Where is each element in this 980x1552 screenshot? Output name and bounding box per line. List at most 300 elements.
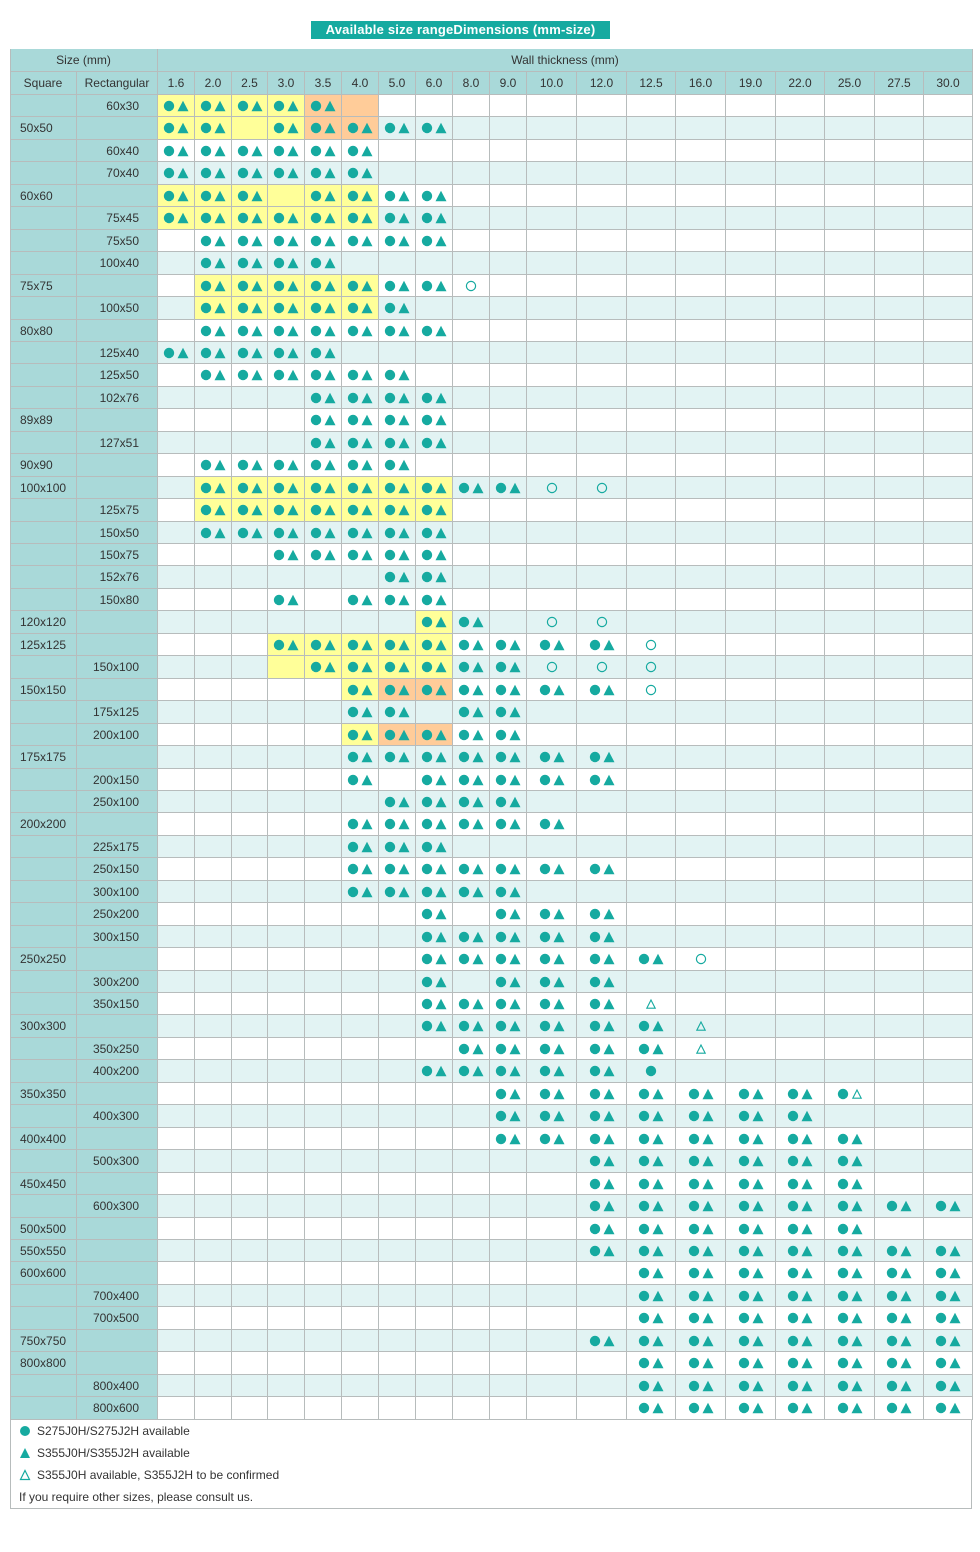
availability-cell [490,656,527,679]
availability-cell [490,836,527,858]
filled-triangle-icon [603,1133,615,1145]
availability-cell [726,1262,776,1285]
availability-cell [158,1397,195,1420]
availability-cell [490,275,527,297]
availability-cell [305,1195,342,1218]
availability-cell [676,634,726,656]
availability-cell [342,342,379,364]
availability-cell [342,1128,379,1150]
availability-cell [195,185,232,207]
filled-circle-icon [310,100,322,112]
square-size-cell [10,522,77,544]
availability-cell [195,858,232,881]
availability-cell [158,858,195,881]
availability-cell [627,1105,676,1128]
filled-triangle-icon [398,841,410,853]
availability-cell [342,1150,379,1173]
filled-triangle-icon [603,1020,615,1032]
availability-cell [453,409,490,432]
rect-size-cell: 200x100 [77,724,158,746]
filled-circle-icon [935,1380,947,1392]
availability-cell [195,140,232,162]
availability-mark [539,908,565,920]
availability-cell [924,275,973,297]
availability-cell [305,454,342,477]
availability-cell [232,858,268,881]
filled-circle-icon [273,302,285,314]
availability-cell [627,656,676,679]
filled-triangle-icon [702,1110,714,1122]
availability-cell [825,724,875,746]
availability-cell [676,769,726,791]
filled-circle-icon [273,145,285,157]
filled-triangle-icon [398,482,410,494]
availability-cell [825,162,875,185]
filled-circle-icon [347,886,359,898]
availability-cell [158,454,195,477]
filled-circle-icon [589,639,601,651]
availability-cell [825,320,875,342]
availability-cell [158,1038,195,1060]
availability-mark [495,976,521,988]
availability-cell [195,1105,232,1128]
availability-cell [453,297,490,320]
filled-triangle-icon [553,931,565,943]
filled-triangle-icon [949,1290,961,1302]
availability-mark [589,863,615,875]
availability-cell [726,679,776,701]
filled-triangle-icon [287,167,299,179]
availability-cell [453,1038,490,1060]
filled-triangle-icon [603,639,615,651]
availability-cell [379,611,416,634]
availability-cell [305,364,342,387]
filled-triangle-icon [435,751,447,763]
availability-cell [342,320,379,342]
square-size-cell: 200x200 [10,813,77,836]
filled-triangle-icon [652,1110,664,1122]
availability-cell [924,320,973,342]
filled-circle-icon [200,369,212,381]
availability-cell [342,432,379,454]
filled-circle-icon [421,953,433,965]
availability-cell [676,1083,726,1105]
availability-mark [638,953,664,965]
availability-mark [347,774,373,786]
filled-circle-icon [688,1267,700,1279]
square-size-cell: 60x60 [10,185,77,207]
availability-cell [825,679,875,701]
availability-cell [527,993,577,1015]
availability-cell [527,140,577,162]
filled-triangle-icon [801,1178,813,1190]
square-size-cell [10,589,77,611]
filled-circle-icon [837,1178,849,1190]
availability-cell [158,589,195,611]
availability-cell [416,499,453,522]
filled-circle-icon [273,212,285,224]
availability-cell [453,252,490,275]
availability-cell [875,769,924,791]
availability-cell [268,1128,305,1150]
filled-circle-icon [384,796,396,808]
availability-cell [726,1150,776,1173]
availability-cell [825,993,875,1015]
availability-mark [638,1380,664,1392]
availability-mark [688,1200,714,1212]
filled-circle-icon [347,325,359,337]
availability-mark [458,998,484,1010]
availability-cell [527,387,577,409]
availability-cell [232,1083,268,1105]
filled-triangle-icon [801,1267,813,1279]
availability-cell [195,746,232,769]
square-size-cell [10,971,77,993]
filled-circle-icon [458,661,470,673]
availability-mark [458,751,484,763]
filled-circle-icon [787,1223,799,1235]
availability-cell [577,1150,627,1173]
filled-circle-icon [458,482,470,494]
availability-cell [924,993,973,1015]
availability-cell [195,566,232,589]
square-size-cell [10,162,77,185]
availability-mark [384,212,410,224]
availability-cell [232,634,268,656]
table-title: Available size rangeDimensions (mm-size) [311,21,610,39]
availability-cell [453,948,490,971]
availability-cell [776,387,825,409]
availability-cell [776,858,825,881]
filled-circle-icon [638,1223,650,1235]
availability-cell [305,95,342,117]
filled-circle-icon [589,931,601,943]
filled-triangle-icon [435,616,447,628]
availability-cell [232,993,268,1015]
square-size-cell: 750x750 [10,1330,77,1352]
availability-mark [495,796,521,808]
availability-cell [305,724,342,746]
availability-mark [589,1065,615,1077]
filled-triangle-icon [435,661,447,673]
availability-cell [268,297,305,320]
availability-mark [688,1402,714,1414]
availability-mark [539,863,565,875]
availability-cell [490,364,527,387]
availability-cell [875,701,924,724]
filled-circle-icon [539,1043,551,1055]
availability-cell [776,1150,825,1173]
availability-cell [158,140,195,162]
availability-mark [589,976,615,988]
availability-mark [384,235,410,247]
availability-cell [379,1352,416,1375]
availability-cell [379,1150,416,1173]
filled-triangle-icon [801,1223,813,1235]
filled-circle-icon [310,414,322,426]
availability-cell [416,769,453,791]
availability-cell [875,589,924,611]
availability-cell [416,971,453,993]
availability-cell [776,836,825,858]
filled-circle-icon [384,459,396,471]
availability-cell [305,679,342,701]
availability-mark [738,1088,764,1100]
availability-cell [379,1285,416,1307]
availability-cell [577,454,627,477]
availability-cell [875,477,924,499]
availability-mark [421,527,447,539]
availability-cell [416,1083,453,1105]
availability-cell [379,544,416,566]
availability-cell [527,881,577,903]
availability-cell [527,1015,577,1038]
filled-triangle-icon [603,1155,615,1167]
filled-triangle-icon [900,1357,912,1369]
availability-cell [875,791,924,813]
availability-cell [416,1240,453,1262]
availability-cell [453,791,490,813]
availability-cell [453,275,490,297]
availability-mark [384,841,410,853]
availability-mark [688,1223,714,1235]
filled-circle-icon [347,302,359,314]
filled-circle-icon [384,863,396,875]
availability-cell [195,207,232,230]
filled-circle-icon [347,684,359,696]
filled-circle-icon [738,1178,750,1190]
availability-cell [195,1195,232,1218]
square-size-cell [10,903,77,926]
filled-circle-icon [200,145,212,157]
availability-cell [268,230,305,252]
availability-mark [273,122,299,134]
availability-mark [638,1267,664,1279]
availability-mark [589,684,615,696]
availability-cell [195,454,232,477]
filled-circle-icon [458,953,470,965]
availability-mark [589,1110,615,1122]
availability-mark [347,706,373,718]
availability-mark [638,1312,664,1324]
availability-cell [490,813,527,836]
filled-triangle-icon [324,280,336,292]
filled-circle-icon [273,504,285,516]
legend-note [11,1486,971,1508]
outline-circle-icon [465,280,477,292]
filled-triangle-icon [435,729,447,741]
availability-mark [645,684,657,696]
filled-triangle-icon [702,1245,714,1257]
filled-triangle-icon [361,818,373,830]
filled-circle-icon [273,639,285,651]
availability-cell [875,364,924,387]
availability-mark [384,302,410,314]
filled-triangle-icon [214,325,226,337]
availability-cell [268,746,305,769]
filled-triangle-icon [509,953,521,965]
filled-triangle-icon [900,1335,912,1347]
availability-cell [195,1218,232,1240]
availability-cell [416,364,453,387]
availability-mark [421,280,447,292]
filled-triangle-icon [652,1088,664,1100]
availability-cell [232,185,268,207]
availability-mark [273,347,299,359]
filled-circle-icon [688,1245,700,1257]
filled-triangle-icon [324,325,336,337]
filled-triangle-icon [553,751,565,763]
filled-triangle-icon [509,998,521,1010]
availability-mark [347,392,373,404]
availability-cell [776,1038,825,1060]
availability-cell [776,1015,825,1038]
availability-cell [268,611,305,634]
availability-cell [379,320,416,342]
filled-triangle-icon [752,1200,764,1212]
availability-cell [627,971,676,993]
availability-cell [527,544,577,566]
availability-mark [421,122,447,134]
availability-cell [342,364,379,387]
availability-cell [924,926,973,948]
filled-circle-icon [421,863,433,875]
filled-circle-icon [495,482,507,494]
availability-mark [347,886,373,898]
availability-mark [837,1357,863,1369]
availability-cell [490,409,527,432]
availability-cell [875,162,924,185]
filled-circle-icon [384,729,396,741]
availability-cell [416,342,453,364]
rect-size-cell [77,634,158,656]
availability-cell [490,95,527,117]
availability-cell [825,836,875,858]
filled-circle-icon [787,1380,799,1392]
availability-mark [495,639,521,651]
availability-cell [924,858,973,881]
availability-mark [837,1088,863,1100]
availability-cell [776,364,825,387]
availability-cell [726,297,776,320]
filled-triangle-icon [361,122,373,134]
filled-triangle-icon [553,908,565,920]
availability-cell [195,1240,232,1262]
availability-mark [237,167,263,179]
availability-mark [273,482,299,494]
availability-cell [676,926,726,948]
availability-cell [676,1015,726,1038]
availability-mark [310,482,336,494]
filled-triangle-icon [603,976,615,988]
availability-cell [268,320,305,342]
filled-circle-icon [539,863,551,875]
size-header: Size (mm) [10,49,158,72]
availability-cell [726,275,776,297]
availability-cell [453,1262,490,1285]
availability-cell [776,926,825,948]
filled-triangle-icon [251,459,263,471]
availability-cell [776,1397,825,1420]
filled-triangle-icon [251,167,263,179]
thickness-header: 27.5 [875,72,924,95]
square-size-cell [10,881,77,903]
availability-cell [577,836,627,858]
filled-circle-icon [837,1380,849,1392]
rect-size-cell: 150x75 [77,544,158,566]
availability-cell [875,948,924,971]
availability-cell [490,858,527,881]
availability-cell [453,656,490,679]
availability-cell [676,589,726,611]
filled-triangle-icon [509,482,521,494]
filled-triangle-icon [801,1290,813,1302]
availability-cell [268,1173,305,1195]
availability-cell [627,993,676,1015]
availability-cell [342,836,379,858]
availability-mark [347,751,373,763]
availability-cell [342,926,379,948]
filled-triangle-icon [251,145,263,157]
filled-triangle-icon [949,1335,961,1347]
filled-triangle-icon [509,1110,521,1122]
availability-cell [453,926,490,948]
filled-circle-icon [886,1312,898,1324]
rect-size-cell [77,611,158,634]
filled-circle-icon [273,280,285,292]
availability-cell [627,813,676,836]
filled-circle-icon [638,1402,650,1414]
filled-circle-icon [458,886,470,898]
availability-cell [490,454,527,477]
availability-cell [776,656,825,679]
availability-cell [342,769,379,791]
availability-cell [268,1285,305,1307]
availability-cell [676,813,726,836]
availability-cell [527,634,577,656]
filled-triangle-icon [361,459,373,471]
rect-size-cell [77,320,158,342]
availability-cell [527,409,577,432]
availability-cell [924,522,973,544]
availability-mark [645,639,657,651]
availability-cell [825,342,875,364]
filled-triangle-icon [553,953,565,965]
availability-cell [825,230,875,252]
availability-cell [379,679,416,701]
availability-cell [453,746,490,769]
filled-triangle-icon [214,527,226,539]
filled-circle-icon [347,212,359,224]
availability-cell [825,432,875,454]
filled-triangle-icon [949,1245,961,1257]
availability-cell [195,252,232,275]
availability-cell [379,701,416,724]
filled-triangle-icon [553,863,565,875]
availability-cell [726,1105,776,1128]
availability-cell [527,320,577,342]
availability-cell [676,454,726,477]
availability-cell [379,1105,416,1128]
availability-mark [458,684,484,696]
availability-cell [195,813,232,836]
filled-circle-icon [200,167,212,179]
availability-cell [195,701,232,724]
availability-cell [232,522,268,544]
filled-triangle-icon [509,931,521,943]
availability-cell [342,387,379,409]
availability-mark [495,931,521,943]
